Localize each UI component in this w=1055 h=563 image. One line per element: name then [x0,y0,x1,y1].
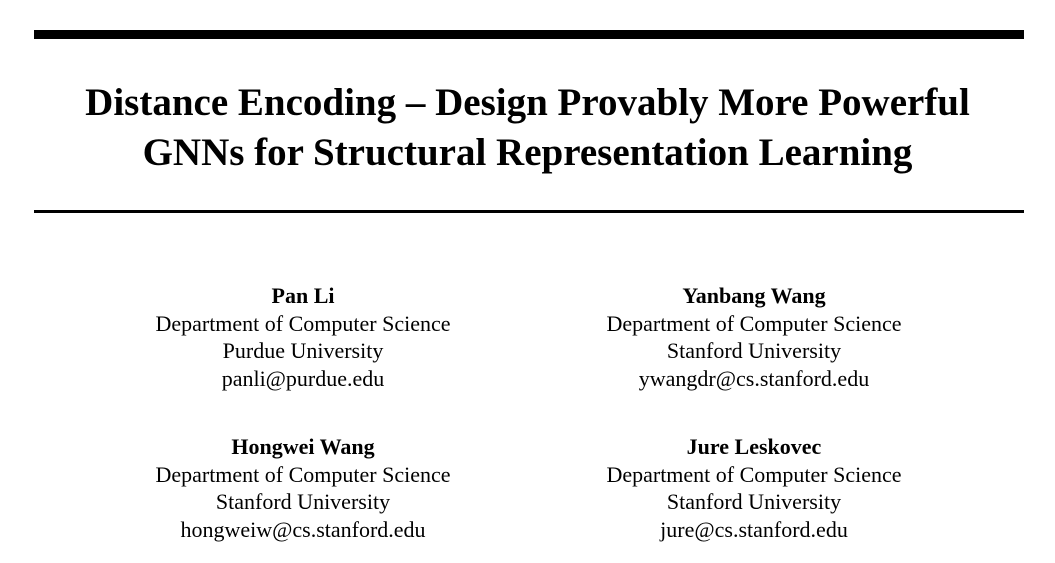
author-name: Pan Li [271,283,335,308]
title-top-rule [34,30,1024,39]
author-institution: Stanford University [666,338,842,363]
author-name: Yanbang Wang [682,283,826,308]
author-block-pan-li [93,282,513,392]
paper-title [0,78,1055,178]
author-department: Department of Computer Science [155,461,451,487]
author-name: Jure Leskovec [686,434,822,459]
author-block-yanbang-wang [544,282,964,392]
author-name: Hongwei Wang [231,434,375,459]
paper-title-line-1: Distance Encoding – Design Provably More Powerful [85,81,970,124]
author-institution: Stanford University [215,489,391,514]
author-institution: Stanford University [666,489,842,514]
title-bottom-rule [34,210,1024,213]
author-email: panli@purdue.edu [221,365,385,391]
paper-title-line-2: GNNs for Structural Representation Learning [142,131,913,174]
author-block-hongwei-wang [93,433,513,543]
author-block-jure-leskovec [544,433,964,543]
author-department: Department of Computer Science [155,310,451,336]
author-email: ywangdr@cs.stanford.edu [638,365,870,391]
author-email: hongweiw@cs.stanford.edu [180,516,426,542]
author-department: Department of Computer Science [606,310,902,336]
author-institution: Purdue University [222,338,384,363]
author-department: Department of Computer Science [606,461,902,487]
author-email: jure@cs.stanford.edu [660,516,848,542]
